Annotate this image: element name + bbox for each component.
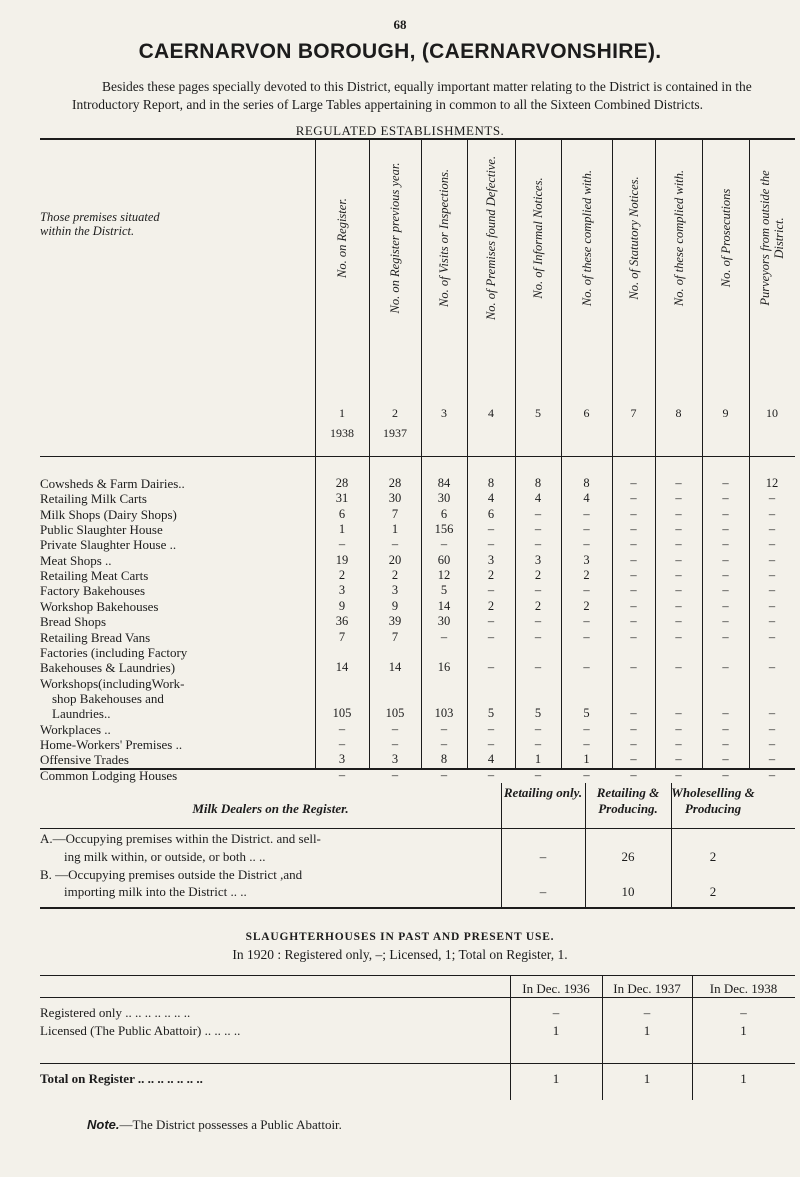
table-cell: – (630, 537, 637, 552)
table-cell: – (630, 614, 637, 629)
table-cell: – (768, 721, 776, 736)
milk-value: – (539, 884, 547, 899)
table-cell: – (534, 660, 542, 675)
table-cell: – (338, 537, 346, 552)
table-cell: – (675, 706, 682, 721)
row-label: Retailing Bread Vans (40, 629, 151, 645)
table-cell: 9 (338, 598, 346, 613)
stub-header: Those premises situated within the District. (40, 210, 160, 238)
table-cell: – (722, 537, 729, 552)
table-cell: – (768, 598, 776, 613)
table-cell: – (722, 506, 729, 521)
table-cell: – (675, 598, 682, 613)
column-header (369, 148, 421, 328)
table-cell: 36 (335, 614, 349, 629)
sl-top-rule (40, 975, 795, 976)
table-cell: – (675, 568, 682, 583)
table-cell: – (583, 767, 590, 782)
table-cell: 7 (391, 506, 399, 521)
table-cell: 6 (440, 506, 448, 521)
table-cell: – (583, 660, 590, 675)
table-cell: 12 (765, 476, 779, 490)
table-cell: – (391, 767, 399, 782)
column-header (315, 148, 369, 328)
column-header-label: No. on Register. (335, 198, 349, 278)
row-label: Retailing Meat Carts (40, 568, 149, 584)
table-cell: – (768, 537, 776, 552)
table-cell: – (534, 736, 542, 751)
table-cell: 8 (440, 752, 448, 767)
table-cell: – (675, 552, 682, 567)
milk-value: 10 (621, 884, 635, 899)
column-header-label: Purveyors from outside the District. (758, 170, 786, 306)
table-cell: – (768, 660, 776, 675)
table-cell: 103 (434, 706, 454, 721)
table-cell: – (583, 537, 590, 552)
table-cell: 4 (487, 752, 495, 767)
sl-value: 1 (643, 1071, 651, 1086)
table-cell: – (534, 614, 542, 629)
column-header-label: No. of these complied with. (579, 169, 594, 307)
row-label: Factory Bakehouses (40, 583, 146, 599)
sl-value: 1 (552, 1071, 560, 1086)
table-cell: – (487, 522, 495, 537)
milk-dealers-header: Milk Dealers on the Register. (192, 801, 349, 816)
table-cell: 3 (338, 752, 346, 767)
table-cell: 1 (338, 522, 346, 537)
table-cell: – (630, 721, 637, 736)
table-cell: – (768, 767, 776, 782)
sl-column-header: In Dec. 1936 (522, 981, 590, 996)
table-cell: – (487, 767, 495, 782)
table-cell: – (440, 629, 448, 644)
column-header-label: No. of Premises found Defective. (484, 155, 498, 321)
table-cell: – (675, 522, 682, 537)
table-cell: – (487, 629, 495, 644)
table-cell: – (675, 660, 682, 675)
column-number: 2 (392, 406, 398, 420)
intro-text: Besides these pages specially devoted to this District, equally important matter relating to the District is contained in the Introductory Report, and in the series of Large Tables appertaining in common to all the Sixteen Combined Districts. (72, 79, 752, 112)
table-cell: 2 (487, 598, 495, 613)
table-cell: 2 (487, 568, 495, 583)
table-cell: 30 (388, 491, 402, 506)
table-cell: – (487, 614, 495, 629)
table-cell: – (630, 568, 637, 583)
column-number: 7 (630, 406, 637, 420)
table-cell: – (675, 721, 682, 736)
note-label: Note. (87, 1117, 120, 1132)
table-cell: – (440, 736, 448, 751)
row-label: Milk Shops (Dairy Shops) (40, 506, 177, 522)
column-header-label: No. of Visits or Inspections. (437, 169, 451, 307)
row-label: Public Slaughter House (40, 522, 163, 538)
sl-value: – (552, 1005, 560, 1020)
table-cell: – (630, 752, 637, 767)
table-cell: 2 (534, 568, 542, 583)
row-label: Home-Workers' Premises .. (40, 736, 183, 752)
milk-column-header: Retailing only. (503, 785, 583, 800)
table-cell: 6 (338, 506, 346, 521)
table-cell: 8 (487, 476, 495, 490)
table-cell: 39 (388, 614, 402, 629)
table-cell: – (583, 506, 590, 521)
column-header-label: No. of these complied with. (671, 169, 686, 307)
table-cell: 5 (534, 706, 542, 721)
sl-column-header: In Dec. 1938 (709, 981, 778, 996)
column-header (515, 148, 561, 328)
table-cell: – (768, 491, 776, 506)
table-cell: – (768, 583, 776, 598)
milk-bottom-rule (40, 907, 795, 909)
table-cell: – (722, 736, 729, 751)
footnote (87, 1117, 342, 1133)
table-cell: – (534, 767, 542, 782)
table-cell: – (768, 736, 776, 751)
table-cell: 20 (388, 552, 402, 567)
table-cell: – (630, 706, 637, 721)
table-cell: – (583, 721, 590, 736)
sl-value: – (643, 1005, 651, 1020)
table-cell: – (630, 476, 637, 490)
table-cell: – (487, 537, 495, 552)
milk-row-text: A.—Occupying premises within the District. and sell- (40, 831, 321, 846)
milk-row-text: importing milk into the District .. .. (64, 884, 247, 899)
page-title: CAERNARVON BOROUGH, (CAERNARVONSHIRE). (138, 40, 662, 63)
table-cell: – (630, 522, 637, 537)
table-cell: – (534, 537, 542, 552)
row-label: Laundries.. (52, 706, 111, 722)
table-cell: 3 (391, 752, 399, 767)
slaughterhouses-table (40, 975, 795, 1100)
table-cell: 7 (338, 629, 346, 644)
column-number: 5 (535, 406, 541, 420)
row-label: Retailing Milk Carts (40, 491, 147, 507)
table-cell: 28 (388, 476, 402, 490)
table-cell: – (768, 552, 776, 567)
table-cell: – (630, 491, 637, 506)
table-cell: 3 (487, 552, 495, 567)
table-cell: – (675, 491, 682, 506)
table-cell: 60 (437, 552, 451, 567)
table-cell: 8 (583, 476, 590, 490)
column-header-label: No. of Informal Notices. (531, 177, 545, 299)
table-cell: – (487, 583, 495, 598)
sl-value: 1 (643, 1023, 651, 1038)
table-cell: 9 (391, 598, 399, 613)
table-cell: – (338, 767, 346, 782)
column-header-label: No. on Register previous year. (388, 162, 402, 314)
table-cell: – (768, 506, 776, 521)
milk-column-header: Wholeselling & Producing (671, 785, 755, 816)
table-cell: – (722, 767, 729, 782)
row-label: Meat Shops .. (40, 552, 112, 568)
table-cell: 3 (391, 583, 399, 598)
table-cell: – (722, 522, 729, 537)
table-cell: – (768, 752, 776, 767)
table-cell: – (440, 721, 448, 736)
table-cell: – (630, 598, 637, 613)
column-header (421, 148, 467, 328)
table-cell: – (487, 721, 495, 736)
table-cell: 2 (338, 568, 346, 583)
milk-row-text: ing milk within, or outside, or both .. .. (64, 849, 266, 864)
sl-value: 1 (740, 1071, 747, 1086)
table-cell: 4 (583, 491, 590, 506)
table-top-rule (40, 138, 795, 140)
table-cell: 12 (437, 568, 451, 583)
column-number: 6 (583, 406, 590, 420)
table-cell: 2 (583, 598, 590, 613)
table-cell: – (722, 721, 729, 736)
table-cell: 7 (391, 629, 399, 644)
column-header-label: No. of Prosecutions (718, 188, 733, 288)
table-cell: 1 (391, 522, 399, 537)
table-cell: – (768, 522, 776, 537)
table-cell: – (722, 583, 729, 598)
table-cell: – (722, 706, 729, 721)
table-cell: – (534, 583, 542, 598)
table-cell: – (338, 736, 346, 751)
row-label: shop Bakehouses and (52, 690, 164, 706)
table-cell: – (630, 767, 637, 782)
table-cell: 19 (335, 552, 349, 567)
column-number: 9 (722, 406, 729, 420)
table-cell: 5 (440, 583, 448, 598)
milk-dealers-table (40, 783, 795, 908)
table-cell: – (675, 537, 682, 552)
table-cell: – (391, 736, 399, 751)
table-cell: – (675, 506, 682, 521)
milk-header-rule (40, 828, 795, 829)
column-header (612, 148, 655, 328)
row-label: Workshops(includingWork- (40, 675, 185, 691)
row-label: Workplaces .. (40, 721, 111, 737)
table-cell: 1 (534, 752, 542, 767)
regulated-establishments-table (40, 138, 795, 783)
table-cell: 105 (385, 706, 405, 721)
table-cell: – (534, 721, 542, 736)
table-cell: – (722, 491, 729, 506)
table-cell: – (722, 629, 729, 644)
table-cell: 14 (335, 660, 349, 675)
table-cell: 4 (534, 491, 542, 506)
table-cell: 8 (534, 476, 542, 490)
table-cell: – (675, 767, 682, 782)
row-label: Private Slaughter House .. (40, 537, 177, 553)
table-cell: – (487, 660, 495, 675)
column-number: 4 (488, 406, 494, 420)
table-cell: 30 (437, 491, 451, 506)
sl-total-rule (40, 1063, 795, 1064)
table-cell: – (675, 614, 682, 629)
row-label: Offensive Trades (40, 752, 129, 768)
table-cell: – (722, 598, 729, 613)
sl-value: 1 (552, 1023, 560, 1038)
table-cell: – (675, 736, 682, 751)
table-cell: 14 (388, 660, 402, 675)
table-cell: 1 (583, 752, 590, 767)
table-cell: – (630, 660, 637, 675)
table-cell: 3 (534, 552, 542, 567)
column-year: 1938 (330, 426, 354, 440)
table-cell: – (583, 629, 590, 644)
column-header (561, 148, 612, 328)
table-cell: – (583, 583, 590, 598)
table-cell: – (338, 721, 346, 736)
sl-row-label: Registered only .. .. .. .. .. .. .. (40, 1005, 191, 1020)
column-header-label: No. of Statutory Notices. (626, 176, 641, 300)
table-cell: 31 (335, 491, 349, 506)
table-cell: – (722, 660, 729, 675)
table-cell: 2 (391, 568, 399, 583)
sl-row-label: Licensed (The Public Abattoir) .. .. .. .. (40, 1023, 241, 1038)
table-cell: – (675, 752, 682, 767)
table-cell: 3 (583, 552, 590, 567)
table-cell: 84 (437, 476, 451, 490)
milk-row-text: B. —Occupying premises outside the District ,and (40, 867, 303, 882)
table-cell: – (440, 767, 448, 782)
table-cell: 156 (434, 522, 454, 537)
table-cell: – (583, 736, 590, 751)
milk-column-header: Retailing & Producing. (596, 785, 660, 816)
column-header (467, 148, 515, 328)
table-cell: 2 (583, 568, 590, 583)
row-label: Factories (including Factory (40, 644, 188, 660)
table-cell: – (534, 506, 542, 521)
row-label: Workshop Bakehouses (40, 598, 159, 614)
milk-column-divider (501, 783, 502, 907)
column-number: 10 (766, 406, 778, 420)
milk-value: 2 (709, 884, 717, 899)
milk-value: 2 (709, 849, 717, 864)
column-number: 3 (441, 406, 447, 420)
intro-paragraph (72, 78, 782, 114)
table-cell: – (675, 629, 682, 644)
column-year: 1937 (383, 426, 407, 440)
table-cell: – (675, 583, 682, 598)
column-header (702, 148, 749, 328)
table-cell: 2 (534, 598, 542, 613)
table-cell: – (391, 537, 399, 552)
column-header (749, 148, 795, 328)
table-cell: – (722, 568, 729, 583)
sl-row-label: Total on Register .. .. .. .. .. .. .. (40, 1071, 203, 1086)
table-cell: – (630, 583, 637, 598)
table-cell: – (630, 629, 637, 644)
table-cell: 14 (437, 598, 451, 613)
table-cell: – (440, 537, 448, 552)
table-cell: – (583, 522, 590, 537)
table-cell: – (768, 568, 776, 583)
table-cell: 5 (487, 706, 495, 721)
sl-column-header: In Dec. 1937 (613, 981, 681, 996)
table-cell: – (768, 706, 776, 721)
table-cell: – (534, 522, 542, 537)
table-cell: 28 (335, 476, 349, 490)
table-cell: 105 (332, 706, 352, 721)
table-cell: 4 (487, 491, 495, 506)
column-number: 8 (675, 406, 682, 420)
column-header (655, 148, 702, 328)
row-label: Bakehouses & Laundries) (40, 660, 176, 676)
table-cell: 6 (487, 506, 495, 521)
table-cell: – (722, 552, 729, 567)
column-number: 1 (339, 406, 345, 420)
page-number: 68 (393, 17, 407, 32)
note-text: —The District possesses a Public Abattoir. (119, 1117, 342, 1132)
table-cell: – (630, 736, 637, 751)
row-label: Bread Shops (40, 614, 107, 630)
regulated-establishments-title: REGULATED ESTABLISHMENTS. (295, 123, 505, 138)
table-cell: 5 (583, 706, 590, 721)
row-label: Common Lodging Houses (40, 767, 178, 783)
milk-value: – (539, 849, 547, 864)
table-cell: – (722, 476, 729, 490)
slaughterhouses-title: SLAUGHTERHOUSES IN PAST AND PRESENT USE. (245, 931, 555, 943)
sl-value: 1 (740, 1023, 747, 1038)
table-cell: – (768, 614, 776, 629)
row-label: Cowsheds & Farm Dairies.. (40, 476, 185, 491)
table-cell: – (583, 614, 590, 629)
sl-header-rule (40, 997, 795, 998)
sl-value: – (740, 1005, 747, 1020)
table-cell: – (722, 614, 729, 629)
table-cell: – (768, 629, 776, 644)
table-cell: – (487, 736, 495, 751)
table-cell: – (534, 629, 542, 644)
table-cell: 16 (437, 660, 451, 675)
table-cell: – (630, 552, 637, 567)
table-cell: – (630, 506, 637, 521)
table-cell: – (675, 476, 682, 490)
table-cell: 30 (437, 614, 451, 629)
table-cell: 3 (338, 583, 346, 598)
table-cell: – (722, 752, 729, 767)
milk-value: 26 (621, 849, 635, 864)
header-bottom-rule (40, 456, 795, 457)
slaughterhouses-1920-line: In 1920 : Registered only, –; Licensed, 1; Total on Register, 1. (232, 947, 568, 962)
table-cell: – (391, 721, 399, 736)
